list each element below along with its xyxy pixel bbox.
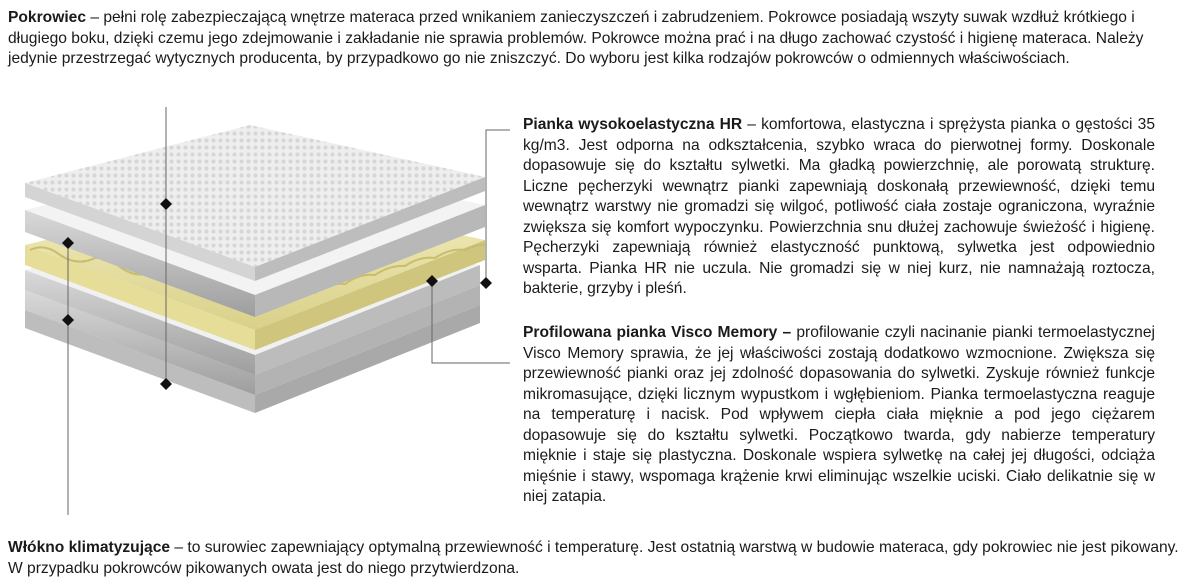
mattress-layers-diagram <box>0 95 510 525</box>
visco-text: profilowanie czyli nacinanie pianki termoelastycznej Visco Memory sprawia, że jej właściwości zostają dodatkowo wzmocnione. Zwiększa się przewiewność pianki oraz jej zdolność dopasowania do sylwetki. Zyskuje również funkcje mikromasujące, dzięki licznym wypustkom i wgłębieniom. Pianka termoelastyczna reaguje na temperaturę i nacisk. Pod wpływem ciepła ciała mięknie a pod jego ciężarem dopasowuje się do kształtu sylwetki. Początkowo twarda, gdy nabierze temperatury mięknie i staje się plastyczna. Doskonale wspiera sylwetkę na całej jej długości, odciąża mięśnie i stawy, wspomaga krążenie krwi eliminując wszelkie uciski. Ciało delikatnie się w niej zatapia. <box>523 324 1155 505</box>
hr-foam-text: – komfortowa, elastyczna i sprężysta pianka o gęstości 35 kg/m3. Jest odporna na odkształcenia, szybko wraca do pierwotnej formy. Doskonale dopasowuje się do kształtu sylwetki. Ma gładką powierzchnię, ale porowatą strukturę. Liczne pęcherzyki wewnątrz pianki zapewniają doskonałą przewiewność, dzięki temu wewnątrz warstwy nie gromadzi się wilgoć, potliwość ciała zostaje ograniczona, wyraźnie zwiększa się komfort wypoczynku. Powierzchnia snu dłużej zachowuje świeżość i higienę. Pęcherzyki zapewniają również elastyczność punktową, sylwetka jest odpowiednio wsparta. Pianka HR nie uczula. Nie gromadzi się w niej kurz, nie namnażają roztocza, bakterie, grzyby i pleśń. <box>523 116 1156 297</box>
fiber-title: Włókno klimatyzujące <box>8 539 171 556</box>
hr-foam-paragraph <box>523 115 1155 300</box>
fiber-paragraph <box>8 538 1188 579</box>
cover-paragraph <box>8 8 1188 70</box>
cover-title: Pokrowiec <box>8 9 86 26</box>
visco-title: Profilowana pianka Visco Memory – <box>523 324 792 341</box>
cover-text: – pełni rolę zabezpieczającą wnętrze materaca przed wnikaniem zanieczyszczeń i zabrudzeniem. Pokrowce posiadają wszyty suwak wzdłuż krótkiego i długiego boku, dzięki czemu jego zdejmowanie i zakładanie nie sprawia problemów. Pokrowce można prać i na długo zachować czystość i higienę materaca. Należy jedynie przestrzegać wytycznych producenta, by przypadkowo go nie zniszczyć. Do wyboru jest kilka rodzajów pokrowców o odmiennych właściwościach. <box>8 9 1144 67</box>
visco-paragraph <box>523 323 1155 508</box>
hr-foam-title: Pianka wysokoelastyczna HR <box>523 116 743 133</box>
hr-right-marker <box>480 277 492 289</box>
fiber-text: – to surowiec zapewniający optymalną przewiewność i temperaturę. Jest ostatnią warstwą w budowie materaca, gdy pokrowiec nie jest pikowany. W przypadku pokrowców pikowanych owata jest do niego przytwierdzona. <box>8 539 1179 577</box>
